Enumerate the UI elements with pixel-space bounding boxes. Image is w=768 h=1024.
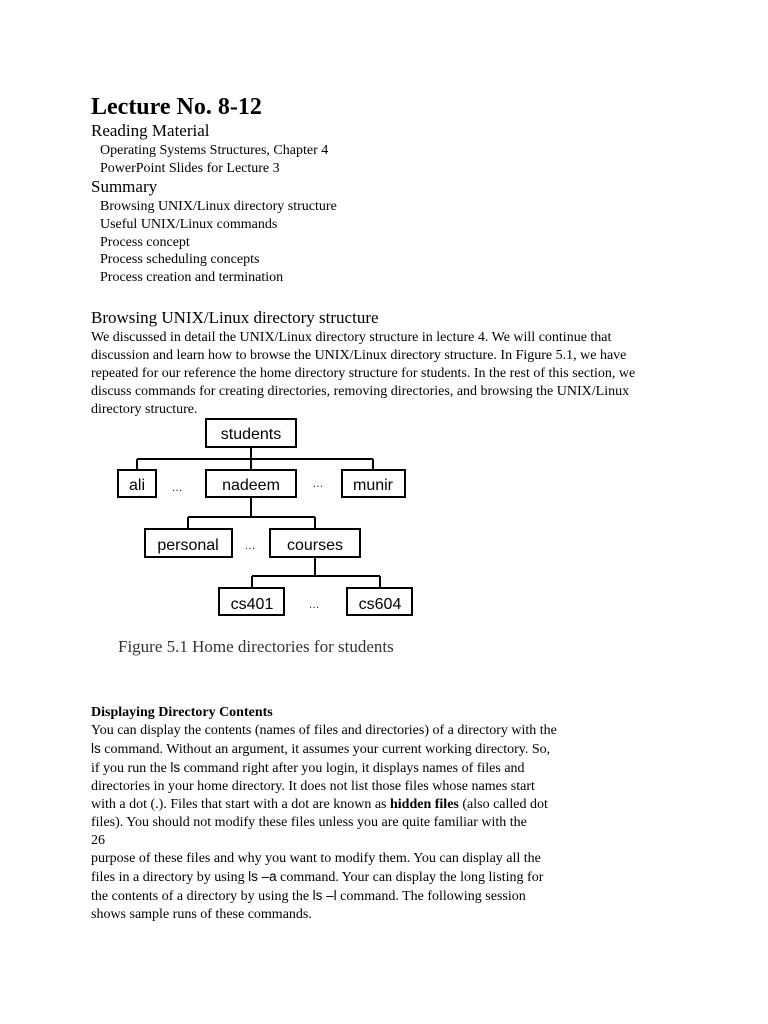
lecture-title: Lecture No. 8-12 <box>91 94 262 120</box>
text-run: command. Without an argument, it assumes your current working directory. So, <box>100 742 551 757</box>
list-item: PowerPoint Slides for Lecture 3 <box>100 160 280 176</box>
hidden-files-term: hidden files <box>390 797 459 812</box>
inline-command: ls <box>91 741 101 756</box>
summary-list <box>100 198 337 287</box>
text-run: command. Your can display the long listing for <box>276 870 544 885</box>
reading-material-heading: Reading Material <box>91 121 210 140</box>
list-item: Process creation and termination <box>100 270 284 286</box>
node-label: cs604 <box>358 596 402 613</box>
list-item: Operating Systems Structures, Chapter 4 <box>100 143 329 158</box>
text-run: command right after you login, it displays names of files and <box>180 761 525 776</box>
text-line <box>91 887 636 906</box>
text-run: files in a directory by using <box>91 870 249 885</box>
list-item: Process scheduling concepts <box>100 252 260 268</box>
text-line: directories in your home directory. It does not list those files whose names start <box>91 779 535 794</box>
text-run: command. The following session <box>336 889 526 904</box>
ellipsis: … <box>308 599 320 611</box>
directory-tree-figure <box>110 412 430 662</box>
ellipsis: … <box>312 478 324 490</box>
page-number: 26 <box>91 833 105 848</box>
node-label: nadeem <box>222 477 280 494</box>
text-run: if you run the <box>91 761 171 776</box>
text-run: the contents of a directory by using the <box>91 889 313 904</box>
section-heading: Browsing UNIX/Linux directory structure <box>91 308 379 327</box>
text-run: (also called dot <box>458 797 548 812</box>
node-label: students <box>220 426 282 443</box>
text-line: shows sample runs of these commands. <box>91 907 312 922</box>
node-label: cs401 <box>230 596 274 613</box>
text-line <box>91 868 636 887</box>
text-line <box>91 759 636 778</box>
directory-tree-diagram <box>110 412 430 662</box>
body-paragraph <box>91 722 636 924</box>
list-item: Useful UNIX/Linux commands <box>100 216 278 232</box>
node-label: courses <box>286 537 344 554</box>
section-paragraph: We discussed in detail the UNIX/Linux directory structure in lecture 4. We will continue that discussion and learn how to browse the UNIX/Linux directory structure. In Figure 5.1, we have repeated for our reference the home directory structure for students. In the rest of this section, we discuss commands for creating directories, removing directories, and browsing the UNIX/Linux directory structure. <box>91 330 636 417</box>
text-line <box>91 796 636 814</box>
text-run: with a dot (.). Files that start with a dot are known as <box>91 797 390 812</box>
ellipsis: … <box>171 482 183 494</box>
figure-caption: Figure 5.1 Home directories for students <box>118 637 394 656</box>
tree-connectors <box>137 447 380 588</box>
node-label: munir <box>352 477 394 494</box>
text-line: purpose of these files and why you want to modify them. You can display all the <box>91 851 541 866</box>
inline-command: ls –a <box>248 869 277 884</box>
reading-material-list <box>100 142 328 178</box>
ellipsis: … <box>244 540 256 552</box>
node-label: ali <box>128 477 146 494</box>
inline-command: ls –l <box>312 888 337 903</box>
summary-heading: Summary <box>91 177 158 196</box>
inline-command: ls <box>170 760 181 775</box>
text-line: You can display the contents (names of files and directories) of a directory with the <box>91 723 557 738</box>
displaying-directory-contents-heading: Displaying Directory Contents <box>91 705 273 720</box>
list-item: Browsing UNIX/Linux directory structure <box>100 199 337 214</box>
text-line <box>91 740 636 759</box>
list-item: Process concept <box>100 234 190 250</box>
node-label: personal <box>157 537 219 554</box>
text-line: files). You should not modify these files unless you are quite familiar with the <box>91 815 527 830</box>
